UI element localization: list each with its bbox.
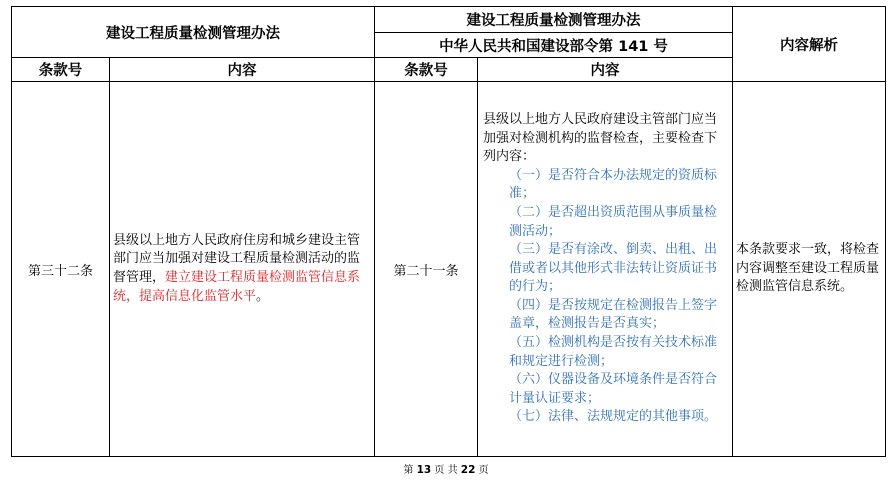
new-regulation-subtitle: 中华人民共和国建设部令第 141 号	[375, 33, 733, 58]
comparison-table	[11, 6, 886, 457]
new-clause-item: （三）是否有涂改、倒卖、出租、出借或者以其他形式非法转让资质证书的行为；	[509, 242, 718, 295]
new-clause-item: （五）检测机构是否按有关技术标准和规定进行检测；	[509, 335, 718, 369]
footer-suffix: 页	[475, 465, 489, 476]
column-header-content-new: 内容	[478, 58, 733, 82]
column-header-clause-old: 条款号	[12, 58, 110, 82]
new-clause-item: （六）仪器设备及环境条件是否符合计量认证要求；	[509, 372, 718, 406]
analysis-header: 内容解析	[733, 7, 886, 82]
new-clause-number: 第二十一条	[375, 82, 478, 457]
new-clause-item: （二）是否超出资质范围从事质量检测活动；	[509, 204, 718, 239]
old-clause-content	[110, 82, 375, 457]
footer-prefix: 第	[403, 465, 417, 476]
column-header-clause-new: 条款号	[375, 58, 478, 82]
new-clause-item: （七）法律、法规规定的其他事项。	[509, 409, 718, 425]
current-page-number: 13	[416, 464, 432, 476]
old-clause-number: 第三十二条	[12, 82, 110, 457]
new-clause-item: （一）是否符合本办法规定的资质标准；	[509, 167, 718, 202]
page-footer	[0, 461, 892, 476]
new-clause-item: （四）是否按规定在检测报告上签字盖章，检测报告是否真实；	[509, 297, 718, 332]
old-clause-highlight: 建立建设工程质量检测监管信息系统，提高信息化监管水平	[113, 270, 361, 304]
old-clause-end: 。	[256, 288, 270, 304]
total-pages-number: 22	[460, 464, 476, 476]
new-clause-intro: 县级以上地方人民政府建设主管部门应当加强对检测机构的监督检查，主要检查下列内容：	[483, 111, 718, 165]
old-clause-text: 县级以上地方人民政府住房和城乡建设主管部门应当加强对建设工程质量检测活动的监督管理，	[113, 232, 361, 285]
analysis-content: 本条款要求一致，将检查内容调整至建设工程质量检测监管信息系统。	[733, 82, 886, 457]
old-regulation-title: 建设工程质量检测管理办法	[12, 7, 375, 58]
column-header-content-old: 内容	[110, 58, 375, 82]
new-regulation-title: 建设工程质量检测管理办法	[375, 7, 733, 33]
new-clause-content	[478, 82, 733, 457]
footer-middle: 页 共	[431, 465, 461, 476]
